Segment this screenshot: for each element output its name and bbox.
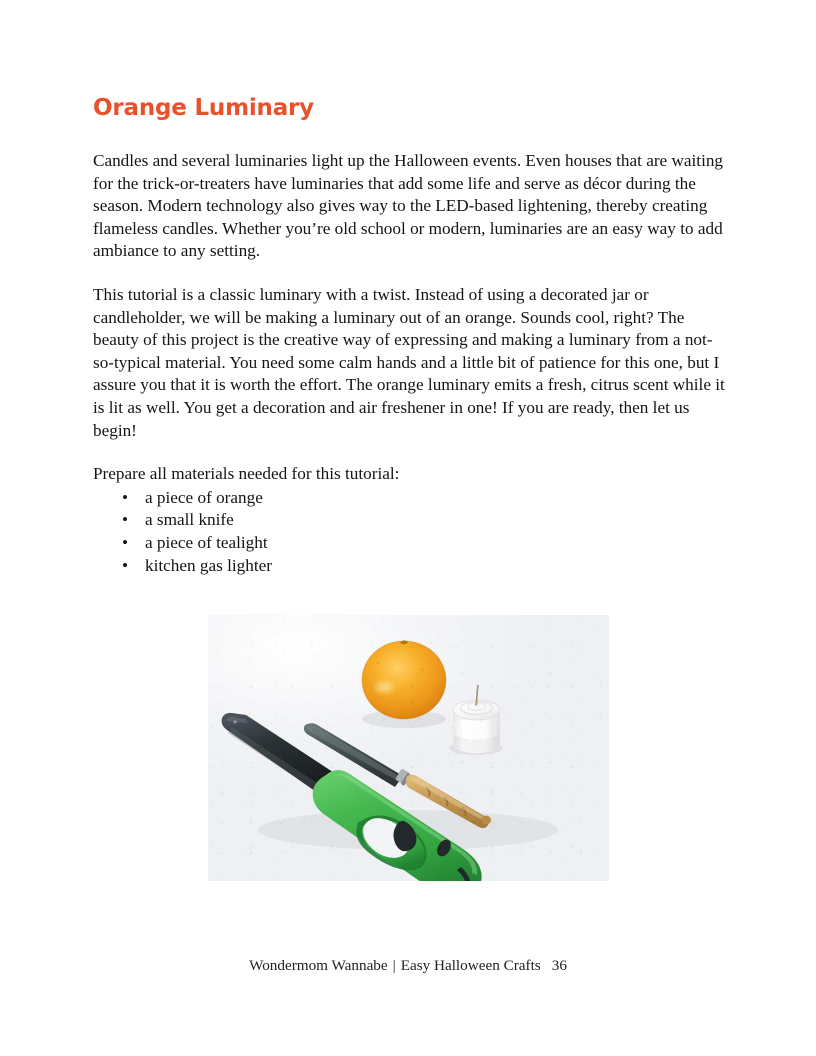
bullet-icon: • [122, 487, 129, 507]
bullet-icon: • [122, 532, 129, 552]
tealight-candle-shape [453, 685, 500, 753]
bullet-icon: • [122, 555, 129, 575]
list-item [93, 555, 725, 578]
footer-book-title: Easy Halloween Crafts [400, 957, 541, 974]
list-item [93, 487, 725, 510]
intro-paragraph-1: Candles and several luminaries light up the Halloween events. Even houses that are waiting for the trick-or-treaters have luminaries that add some life and serve as décor during the season. Modern technology also gives way to the LED-based lightening, thereby creating flameless candles. Whether you’re old school or modern, luminaries are an easy way to add ambiance to any setting. [93, 151, 724, 261]
page-number: 36 [551, 957, 567, 974]
list-item [93, 532, 725, 555]
materials-photo [208, 615, 609, 881]
list-item-label: kitchen gas lighter [145, 555, 272, 575]
bullet-icon: • [122, 510, 129, 530]
orange-fruit-shape [362, 640, 446, 719]
materials-intro: Prepare all materials needed for this tutorial: [93, 464, 400, 484]
photo-illustration [208, 615, 609, 881]
photo-canvas [208, 615, 609, 881]
page-title: Orange Luminary [93, 95, 314, 121]
body-content [93, 150, 725, 577]
list-item [93, 509, 725, 532]
list-item-label: a piece of orange [145, 487, 263, 507]
list-item-label: a piece of tealight [145, 532, 268, 552]
footer-separator: | [392, 957, 396, 974]
footer-brand: Wondermom Wannabe [249, 957, 388, 974]
intro-paragraph-2: This tutorial is a classic luminary with a twist. Instead of using a decorated jar or candleholder, we will be making a luminary out of an orange. Sounds cool, right? The beauty of this project is the creative way of expressing and making a luminary from a not-so-typical material. You need some calm hands and a little bit of patience for this one, but I assure you that it is worth the effort. The orange luminary emits a fresh, citrus scent while it is lit as well. You get a decoration and air freshener in one! If you are ready, then let us begin! [93, 284, 725, 440]
list-item-label: a small knife [145, 510, 234, 530]
gas-lighter-shape [222, 713, 561, 881]
page-footer [0, 957, 816, 975]
materials-list [93, 487, 725, 577]
